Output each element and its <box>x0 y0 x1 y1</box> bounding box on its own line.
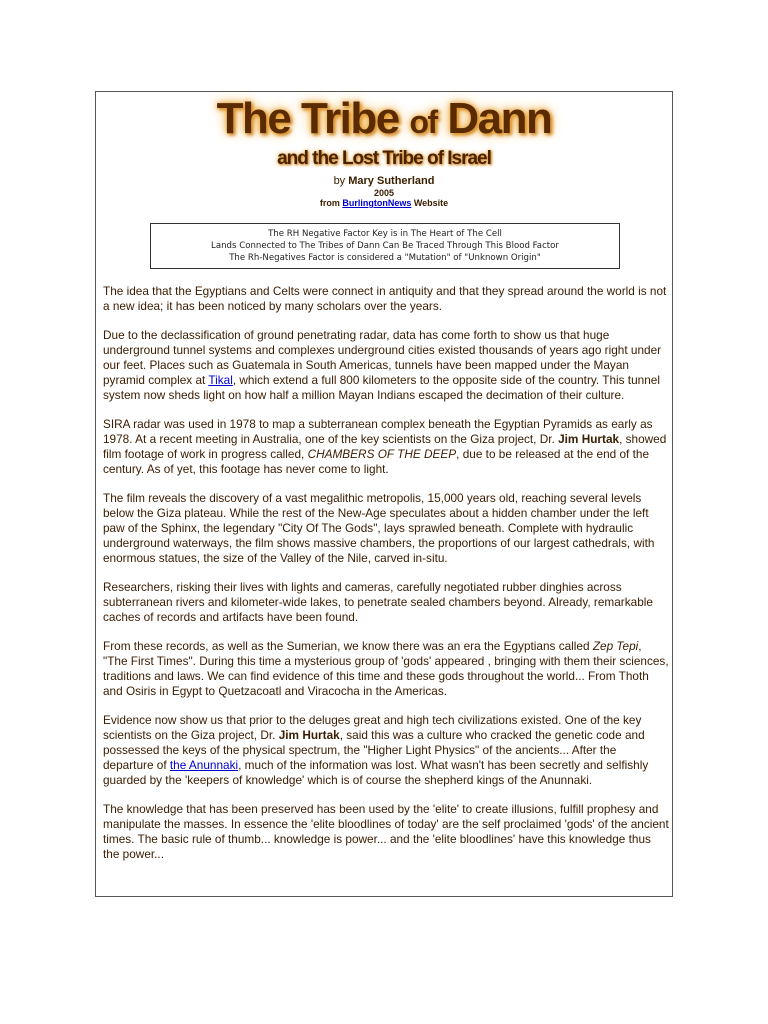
summary-line-1: The RH Negative Factor Key is in The Heart of The Cell <box>268 229 502 239</box>
author-name: Mary Sutherland <box>348 175 435 187</box>
paragraph-2-text: Due to the declassification of ground penetrating radar, data has come forth to show us that huge underground tunnel systems and complexes underground cities existed thousands of years ago right under our feet. Places such as Guatemala in South Americas, tunnels have been mapped under the Mayan pyramid complex at <box>103 328 662 387</box>
summary-line-2: Lands Connected to The Tribes of Dann Can Be Traced Through This Blood Factor <box>211 241 559 251</box>
paragraph-3 <box>103 417 669 477</box>
paragraph-2 <box>103 328 669 403</box>
from-label: from <box>319 198 343 208</box>
source-line <box>96 198 672 208</box>
paragraph-6-text: From these records, as well as the Sumerian, we know there was an era the Egyptians called <box>103 639 593 653</box>
tikal-link[interactable]: Tikal <box>208 373 233 387</box>
summary-box <box>150 223 620 269</box>
byline <box>96 175 672 187</box>
page-title <box>96 94 672 144</box>
paragraph-3-text-end: , due to be released at the end of the century. As of yet, this footage has never come to light. <box>103 447 650 476</box>
paragraph-8: The knowledge that has been preserved has been used by the 'elite' to create illusions, fulfill prophesy and manipulate the masses. In essence the 'elite bloodlines of today' are the self proclaimed 'gods' of the ancient times. The basic rule of thumb... knowledge is power... and the 'elite bloodlines' have this knowledge thus the power... <box>103 802 669 861</box>
paragraph-7 <box>103 713 669 788</box>
title-of-text: of <box>409 104 437 140</box>
scientist-name: Jim Hurtak <box>558 432 620 446</box>
paragraph-7-text-mid: , said this was a culture who cracked the genetic code and possessed the keys of the physical spectrum, the "Higher Light Physics" of the ancients... After the departure of <box>103 728 645 772</box>
paragraph-2-text-end: , which extend a full 800 kilometers to the opposite side of the country. This tunnel system now sheds light on how half a million Mayan Indians escaped the decimation of their culture. <box>103 373 660 402</box>
paragraph-7-text-end: , much of the information was lost. What wasn't has been secretly and selfishly guarded by the 'keepers of knowledge' which is of course the shepherd kings of the Anunnaki. <box>103 758 649 787</box>
by-label: by <box>333 175 349 187</box>
publication-year: 2005 <box>373 188 395 198</box>
title-text: The Tribe <box>216 94 410 143</box>
paragraph-3-text: SIRA radar was used in 1978 to map a subterranean complex beneath the Egyptian Pyramids as early as 1978. At a recent meeting in Australia, one of the key scientists on the Giza project, Dr. <box>103 417 653 446</box>
paragraph-3-text-mid: , showed film footage of work in progress called, <box>103 432 667 461</box>
paragraph-6-text-end: , "The First Times". During this time a mysterious group of 'gods' appeared , bringing with them their sciences, traditions and laws. We can find evidence of this time and these gods throughout the world... From Thoth and Osiris in Egypt to Quetzacoatl and Viracocha in the Americas. <box>103 639 669 698</box>
article-body <box>103 284 669 876</box>
source-link[interactable]: BurlingtonNews <box>342 198 412 208</box>
zep-tepi-term: Zep Tepi <box>592 639 639 653</box>
scientist-name-2: Jim Hurtak <box>278 728 340 742</box>
website-label: Website <box>411 198 449 208</box>
paragraph-4: The film reveals the discovery of a vast megalithic metropolis, 15,000 years old, reaching several levels below the Giza plateau. While the rest of the New-Age speculates about a hidden chamber under the left paw of the Sphinx, the legendary "City Of The Gods", lays sprawled beneath. Complete with hydraulic underground waterways, the film shows massive chambers, the proportions of our largest cathedrals, with enormous statues, the size of the Valley of the Nile, carved in-situ. <box>103 491 655 565</box>
summary-line-3: The Rh-Negatives Factor is considered a "Mutation" of "Unknown Origin" <box>229 253 541 263</box>
page-subtitle: and the Lost Tribe of Israel <box>277 148 491 169</box>
paragraph-7-text: Evidence now show us that prior to the deluges great and high tech civilizations existed. One of the key scientists on the Giza project, Dr. <box>103 713 642 742</box>
title-end-text: Dann <box>436 94 552 143</box>
paragraph-1: The idea that the Egyptians and Celts were connect in antiquity and that they spread around the world is not a new idea; it has been noticed by many scholars over the years. <box>103 284 667 313</box>
anunnaki-link[interactable]: the Anunnaki <box>169 758 239 772</box>
paragraph-5: Researchers, risking their lives with lights and cameras, carefully negotiated rubber dinghies across subterranean rivers and kilometer-wide lakes, to penetrate sealed chambers beyond. Already, remarkable caches of records and artifacts have been found. <box>103 580 653 624</box>
film-title: CHAMBERS OF THE DEEP <box>307 447 457 461</box>
paragraph-6 <box>103 639 669 699</box>
document-page <box>95 91 673 897</box>
